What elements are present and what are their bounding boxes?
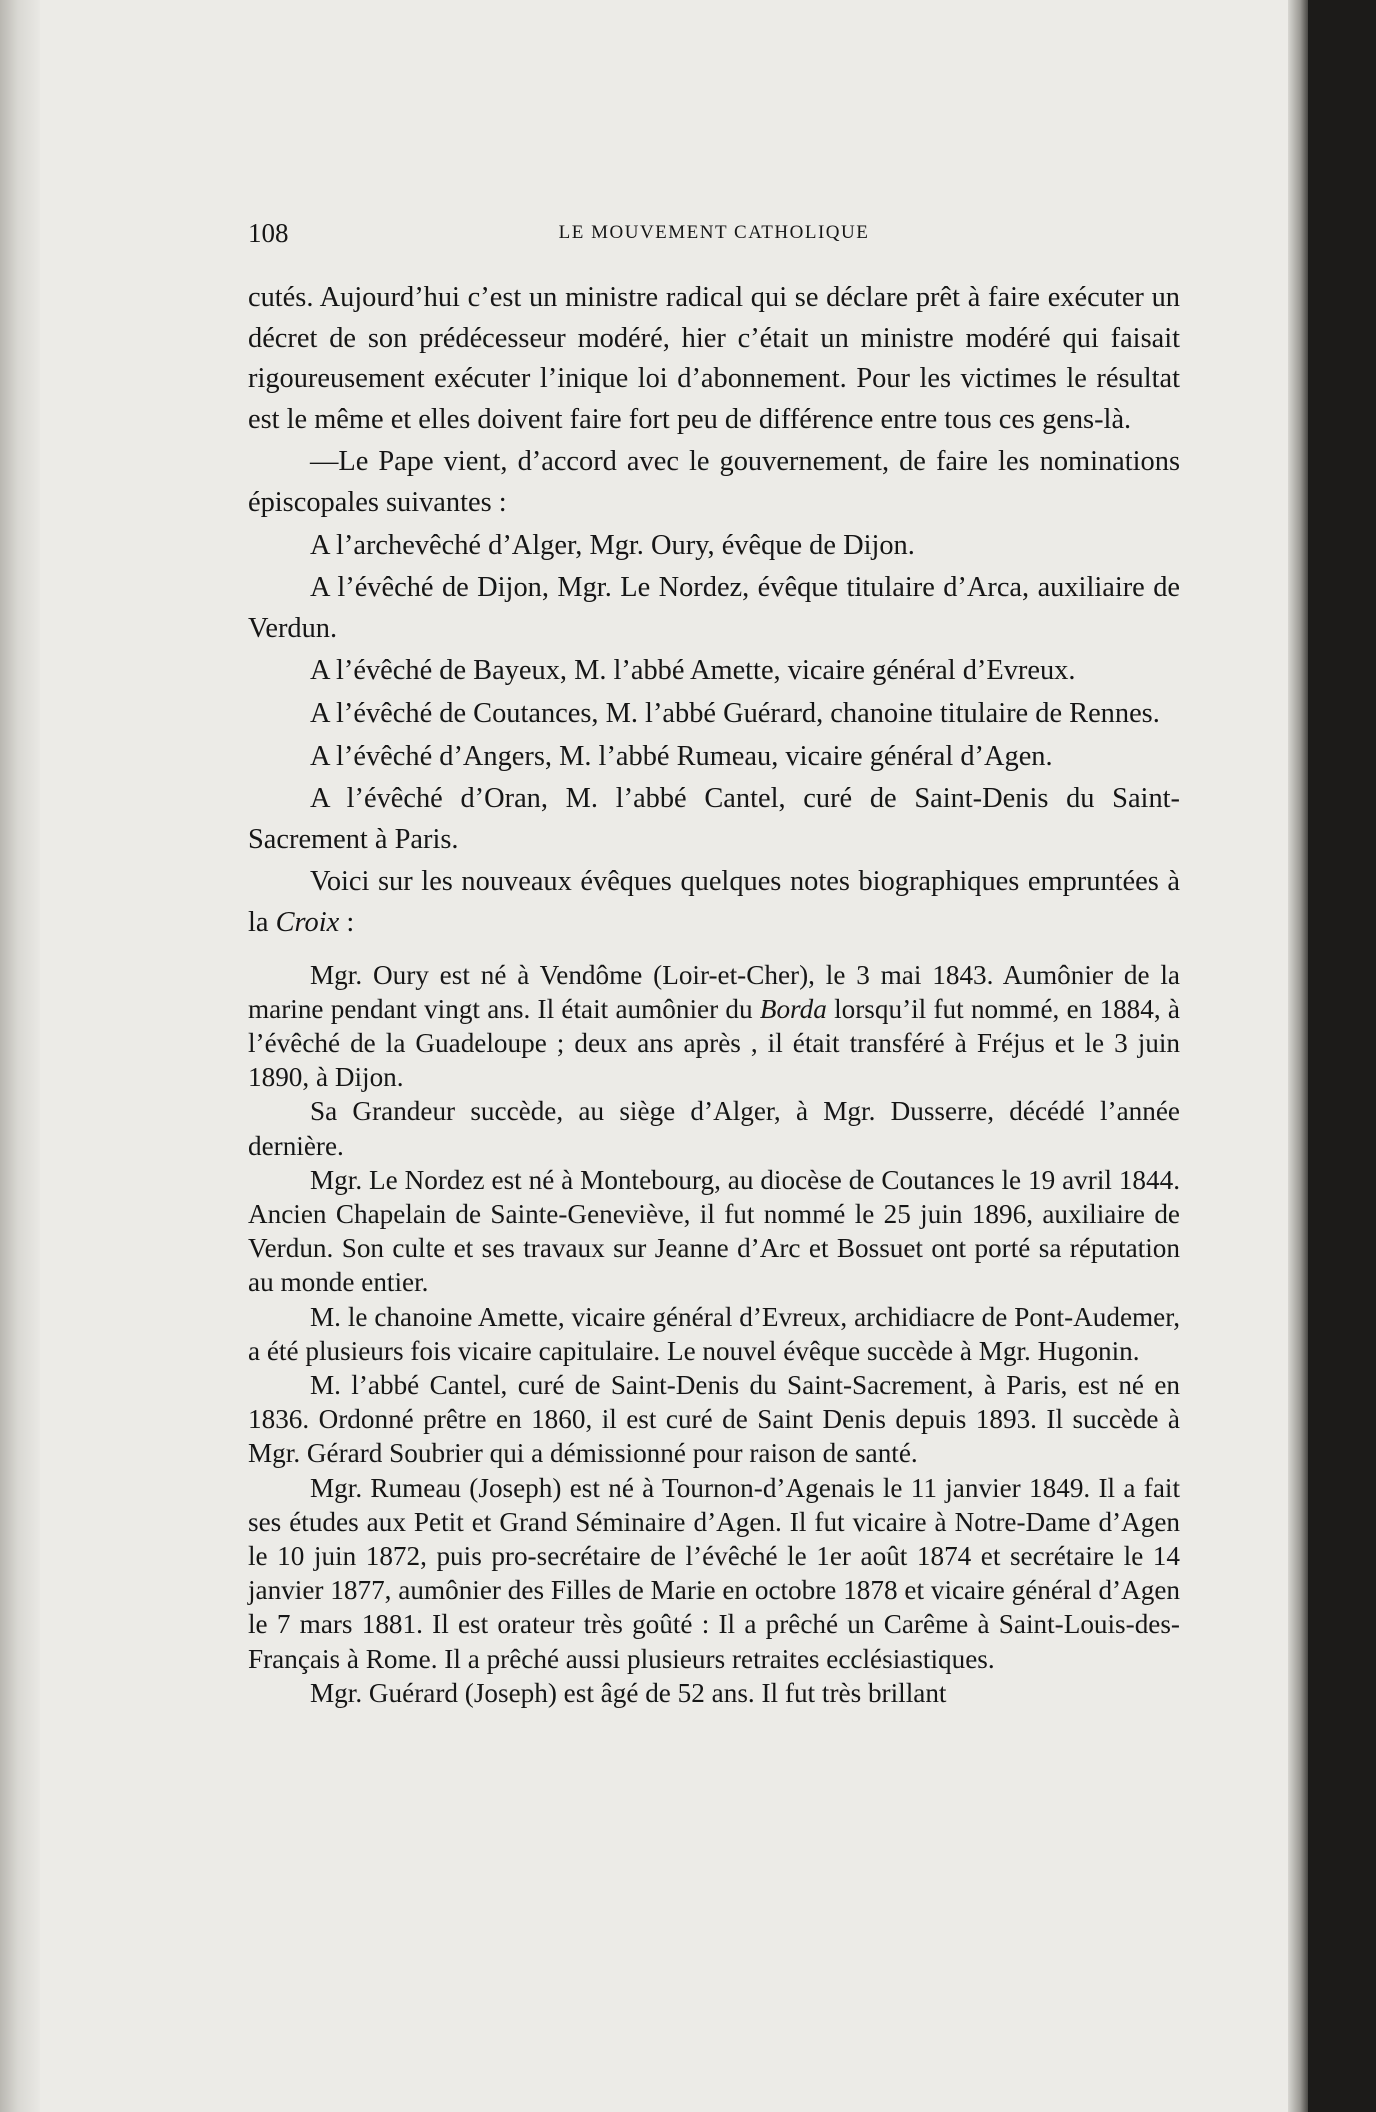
note-oury-succession: Sa Grandeur succède, au siège d’Alger, à Mgr. Dusserre, décédé l’année dernière. xyxy=(248,1096,1180,1161)
source-croix: Croix xyxy=(275,906,340,938)
note-le-nordez: Mgr. Le Nordez est né à Montebourg, au diocèse de Coutances le 19 avril 1844. Ancien Chapelain de Sainte-Geneviève, il fut nommé le 25 juin 1896, auxiliaire de Verdun. Son culte et ses travaux sur Jeanne d’Arc et Bossuet ont porté sa réputation au monde entier. xyxy=(248,1164,1180,1298)
note-oury-part2: lorsqu’il fut nommé, en 1884, à l’évêché de la Guadeloupe ; deux ans après , il était transféré à Fréjus et le 3 juin 1890, à Dijon. xyxy=(248,993,1180,1093)
nomination-coutances: A l’évêché de Coutances, M. l’abbé Guérard, chanoine titulaire de Rennes. xyxy=(310,697,1160,729)
paragraph-voici xyxy=(248,862,1180,943)
nomination-alger: A l’archevêché d’Alger, Mgr. Oury, évêque de Dijon. xyxy=(310,529,915,561)
biographical-notes xyxy=(248,958,1180,1710)
paragraph-nominations-intro: —Le Pape vient, d’accord avec le gouvernement, de faire les nominations épiscopales suivantes : xyxy=(248,446,1180,518)
note-guerard: Mgr. Guérard (Joseph) est âgé de 52 ans. Il fut très brillant xyxy=(310,1677,947,1708)
body-text xyxy=(248,278,1180,944)
note-oury xyxy=(248,958,1180,1095)
note-amette: M. le chanoine Amette, vicaire général d’Evreux, archidiacre de Pont-Audemer, a été plusieurs fois vicaire capitulaire. Le nouvel évêque succède à Mgr. Hugonin. xyxy=(248,1301,1180,1366)
right-gutter-shadow xyxy=(1288,0,1308,2112)
note-rumeau: Mgr. Rumeau (Joseph) est né à Tournon-d’Agenais le 11 janvier 1849. Il a fait ses études aux Petit et Grand Séminaire d’Agen. Il fut vicaire à Notre-Dame d’Agen le 10 juin 1872, puis pro-secrétaire de l’évêché le 1er août 1874 et secrétaire le 14 janvier 1877, aumônier des Filles de Marie en octobre 1878 et vicaire général d’Agen le 7 mars 1881. Il est orateur très goûté : Il a prêché un Carême à Saint-Louis-des-Français à Rome. Il a prêché aussi plusieurs retraites ecclésiastiques. xyxy=(248,1472,1180,1674)
right-dark-margin xyxy=(1308,0,1376,2112)
nomination-oran: A l’évêché d’Oran, M. l’abbé Cantel, curé de Saint-Denis du Saint-Sacrement à Paris. xyxy=(248,783,1180,855)
nomination-bayeux: A l’évêché de Bayeux, M. l’abbé Amette, vicaire général d’Evreux. xyxy=(310,655,1076,687)
running-title: LE MOUVEMENT CATHOLIQUE xyxy=(558,222,870,243)
page-number: 108 xyxy=(248,218,289,248)
note-cantel: M. l’abbé Cantel, curé de Saint-Denis du Saint-Sacrement, à Paris, est né en 1836. Ordonné prêtre en 1860, il est curé de Saint Denis depuis 1893. Il succède à Mgr. Gérard Soubrier qui a démissionné pour raison de santé. xyxy=(248,1369,1180,1469)
page-content xyxy=(248,212,1180,1710)
running-head xyxy=(248,212,1180,252)
nomination-dijon: A l’évêché de Dijon, Mgr. Le Nordez, évêque titulaire d’Arca, auxiliaire de Verdun. xyxy=(248,572,1180,644)
voici-text: Voici sur les nouveaux évêques quelques notes biographiques empruntées à la xyxy=(248,866,1180,938)
voici-colon: : xyxy=(339,906,355,938)
ship-borda: Borda xyxy=(759,993,827,1024)
paragraph-continuation: cutés. Aujourd’hui c’est un ministre radical qui se déclare prêt à faire exécuter un décret de son prédécesseur modéré, hier c’était un ministre modéré qui faisait rigoureusement exécuter l’inique loi d’abonnement. Pour les victimes le résultat est le même et elles doivent faire fort peu de différence entre tous ces gens-là. xyxy=(248,282,1180,435)
left-page-edge xyxy=(0,0,40,2112)
note-oury-part1: Mgr. Oury est né à Vendôme (Loir-et-Cher), le 3 mai 1843. Aumônier de la marine pendant vingt ans. Il était aumônier du xyxy=(248,959,1180,1024)
nomination-angers: A l’évêché d’Angers, M. l’abbé Rumeau, vicaire général d’Agen. xyxy=(310,740,1053,772)
